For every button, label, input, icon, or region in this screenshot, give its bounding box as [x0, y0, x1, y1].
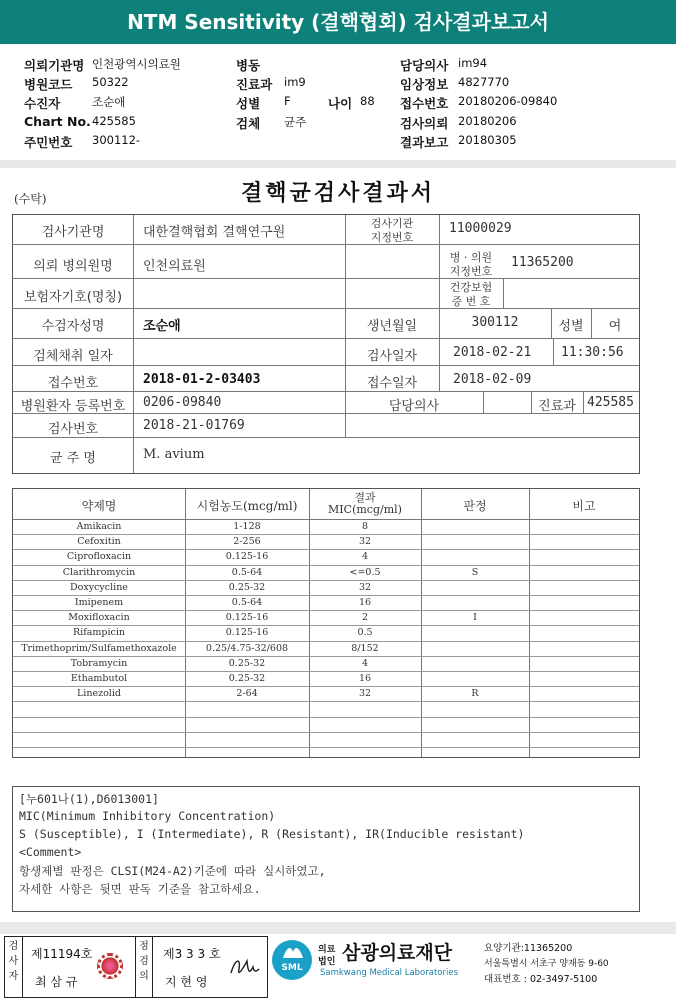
drug-range-cell: 0.125-16	[225, 627, 269, 639]
inst-code-value: 11000029	[449, 221, 512, 236]
drug-mic-cell: 2	[361, 612, 369, 624]
insurance-no-label-b: 증 번 호	[451, 295, 491, 308]
hospital-name-value: 인천의료원	[143, 259, 206, 274]
hospital-name-label: 의뢰 병의원명	[33, 259, 113, 274]
inst-code-label-a: 검사기관	[370, 217, 414, 230]
drug-drug-cell: Amikacin	[76, 521, 122, 532]
org-prefix-a: 의료	[318, 945, 336, 955]
examinee-name-value: 조순애	[143, 319, 181, 334]
receipt-mark: (수탁)	[14, 192, 47, 206]
age-value: 88	[360, 94, 375, 108]
row-divider	[13, 641, 639, 642]
drug-judge-cell: S	[471, 566, 479, 578]
row-divider	[13, 686, 639, 687]
specimen-label: 검체	[236, 116, 261, 131]
drug-drug-cell: Trimethoprim/Sulfamethoxazole	[21, 642, 177, 654]
org-value: 인천광역시의료원	[92, 57, 181, 71]
signature-box	[4, 936, 268, 998]
col-judge: 판정	[463, 499, 487, 513]
rrn-value: 300112-	[92, 133, 141, 147]
seal-stamp-icon	[97, 953, 123, 979]
drug-drug-cell: Linezolid	[77, 688, 121, 700]
row-divider	[13, 534, 639, 535]
org-address: 서울특별시 서초구 양재동 9-60	[484, 959, 609, 969]
hospital-code-label-a: 병 · 의원	[449, 251, 493, 264]
col-drug: 약제명	[81, 499, 117, 513]
drug-susceptibility-table	[12, 488, 640, 758]
scanned-result-document	[0, 168, 676, 922]
col-mic-b: MIC(mcg/ml)	[328, 503, 402, 516]
drug-range-cell: 0.5-64	[231, 597, 263, 608]
receipt-no-label: 접수번호	[47, 376, 99, 391]
drug-mic-cell: 4	[361, 551, 369, 563]
report-date-label: 결과보고	[400, 135, 449, 150]
request-value: 20180206	[458, 114, 517, 128]
examiner-license: 제11194호	[31, 947, 93, 961]
receipt-date-label: 접수일자	[366, 376, 418, 391]
strain-label: 균 주 명	[50, 451, 96, 466]
inst-name-label: 검사기관명	[41, 225, 105, 240]
drug-range-cell: 0.25-32	[228, 581, 266, 593]
info-form	[12, 214, 640, 474]
row-divider	[13, 595, 639, 596]
comment-box	[12, 786, 640, 912]
row-divider	[13, 732, 639, 733]
hospital-code-label-b: 지정번호	[449, 265, 493, 278]
insurance-no-label-a: 건강보험	[449, 281, 493, 294]
accession-label: 접수번호	[400, 96, 449, 111]
ward-label: 병동	[236, 58, 261, 73]
row-divider	[13, 625, 639, 626]
org-label: 의뢰기관명	[24, 58, 85, 73]
test-date-value: 2018-02-21	[453, 345, 532, 360]
drug-drug-cell: Ethambutol	[70, 673, 128, 684]
checker-label: 점검의	[135, 937, 153, 997]
comment-line: MIC(Minimum Inhibitory Concentration)	[19, 809, 276, 823]
row-divider	[13, 610, 639, 611]
hospcode-label: 병원코드	[24, 77, 73, 92]
row-divider	[13, 701, 639, 702]
patient-reg-value: 0206-09840	[143, 395, 222, 410]
drug-mic-cell: 8/152	[351, 642, 379, 654]
collection-date-label: 검체채취 일자	[33, 349, 113, 364]
dept-value-doc: 425585	[587, 395, 634, 410]
birthdate-value: 300112	[471, 315, 519, 330]
doctor-label: 담당의사	[400, 58, 449, 73]
comment-line: S (Susceptible), I (Intermediate), R (Resistant), IR(Inducible resistant)	[19, 827, 525, 841]
drug-drug-cell: Clarithromycin	[62, 566, 136, 578]
report-date-value: 20180305	[458, 133, 517, 147]
signature-icon	[227, 951, 261, 985]
drug-range-cell: 0.25-32	[228, 657, 266, 669]
col-note: 비고	[572, 499, 596, 513]
request-label: 검사의뢰	[400, 116, 449, 131]
logo-wave-icon	[282, 944, 304, 960]
test-date-label: 검사일자	[366, 349, 418, 364]
receipt-no-value: 2018-01-2-03403	[143, 372, 261, 387]
drug-drug-cell: Imipenem	[74, 597, 124, 608]
drug-mic-cell: 8	[361, 521, 369, 532]
sex-value-doc: 여	[608, 319, 622, 334]
drug-mic-cell: <=0.5	[349, 566, 381, 578]
report-footer	[0, 934, 676, 1002]
clinical-label: 임상정보	[400, 77, 449, 92]
hospital-code-value: 11365200	[511, 255, 574, 270]
sex-label: 성별	[236, 96, 261, 111]
drug-drug-cell: Tobramycin	[70, 657, 128, 669]
drug-range-cell: 2-64	[236, 688, 258, 700]
section-divider	[0, 160, 676, 168]
test-no-value: 2018-21-01769	[143, 418, 245, 433]
inst-name-value: 대한결핵협회 결핵연구원	[143, 225, 286, 240]
row-divider	[13, 549, 639, 550]
drug-drug-cell: Rifampicin	[73, 627, 125, 639]
col-mic-a: 결과	[354, 491, 376, 504]
specimen-value: 균주	[284, 115, 307, 129]
drug-mic-cell: 32	[358, 581, 372, 593]
row-divider	[13, 565, 639, 566]
drug-drug-cell: Moxifloxacin	[68, 612, 130, 624]
comment-line: <Comment>	[19, 845, 82, 859]
examiner-label: 검사자	[5, 937, 23, 997]
chart-value: 425585	[92, 114, 136, 128]
receipt-date-value: 2018-02-09	[453, 372, 532, 387]
section-divider	[0, 922, 676, 934]
drug-mic-cell: 4	[361, 657, 369, 669]
patient-label: 수진자	[24, 96, 61, 111]
org-code: 요양기관:11365200	[484, 943, 573, 954]
drug-judge-cell: R	[471, 688, 479, 700]
dept-label: 진료과	[236, 77, 273, 92]
row-divider	[13, 671, 639, 672]
drug-judge-cell: I	[473, 612, 477, 624]
doctor-value: im94	[458, 56, 488, 70]
drug-drug-cell: Doxycycline	[70, 581, 128, 593]
drug-range-cell: 0.125-16	[225, 612, 269, 624]
comment-line: 자세한 사항은 뒷면 판독 기준을 참고하세요.	[19, 882, 261, 896]
clinical-value: 4827770	[458, 75, 510, 89]
birthdate-label: 생년월일	[366, 319, 418, 334]
comment-line: 항생제별 판정은 CLSI(M24-A2)기준에 따라 실시하였고,	[19, 864, 326, 878]
patient-reg-label: 병원환자 등록번호	[20, 399, 126, 414]
drug-range-cell: 1-128	[233, 521, 261, 532]
row-divider	[13, 747, 639, 748]
comment-line: [누601나(1),D6013001]	[19, 792, 159, 806]
drug-range-cell: 0.5-64	[231, 566, 263, 578]
test-time-value: 11:30:56	[561, 345, 624, 360]
chart-label: Chart No.	[24, 114, 91, 129]
drug-mic-cell: 16	[358, 597, 372, 608]
patient-value: 조순애	[92, 95, 126, 109]
inst-code-label-b: 지정번호	[370, 231, 414, 244]
org-prefix-b: 법인	[318, 957, 336, 967]
sml-logo-icon: SML	[272, 940, 312, 980]
drug-mic-cell: 32	[358, 536, 372, 548]
drug-range-cell: 0.25/4.75-32/608	[205, 642, 289, 654]
row-divider	[13, 717, 639, 718]
hospcode-value: 50322	[92, 75, 129, 89]
age-label: 나이	[328, 96, 353, 111]
checker-name: 지 현 영	[165, 975, 208, 989]
examiner-name: 최 삼 규	[35, 975, 78, 989]
test-no-label: 검사번호	[47, 422, 99, 437]
strain-value: M. avium	[143, 447, 205, 462]
report-meta	[0, 50, 676, 156]
dept-value: im9	[284, 75, 306, 89]
checker-license: 제3 3 3 호	[163, 947, 221, 961]
drug-drug-cell: Cefoxitin	[77, 536, 121, 548]
report-title: NTM Sensitivity (결핵협회) 검사결과보고서	[0, 0, 676, 44]
drug-range-cell: 0.25-32	[228, 673, 266, 684]
dept-label-doc: 진료과	[538, 399, 576, 414]
rrn-label: 주민번호	[24, 135, 73, 150]
sex-value: F	[284, 94, 291, 108]
drug-mic-cell: 32	[358, 688, 372, 700]
drug-range-cell: 0.125-16	[225, 551, 269, 563]
accession-value: 20180206-09840	[458, 94, 558, 108]
org-name: 삼광의료재단	[342, 942, 453, 964]
col-range: 시험농도(mcg/ml)	[196, 499, 298, 513]
document-title: 결핵균검사결과서	[240, 180, 436, 206]
insurer-label: 보험자기호(명칭)	[23, 290, 123, 305]
drug-mic-cell: 16	[358, 673, 372, 684]
row-divider	[13, 580, 639, 581]
drug-drug-cell: Ciprofloxacin	[66, 551, 132, 563]
row-divider	[13, 656, 639, 657]
examinee-name-label: 수검자성명	[41, 319, 105, 334]
drug-mic-cell: 0.5	[357, 627, 373, 639]
org-phone: 대표번호 : 02-3497-5100	[484, 974, 598, 985]
org-english-name: Samkwang Medical Laboratories	[320, 968, 459, 978]
attending-label: 담당의사	[388, 399, 440, 414]
drug-range-cell: 2-256	[233, 536, 261, 548]
sex-label-doc: 성별	[558, 319, 584, 334]
